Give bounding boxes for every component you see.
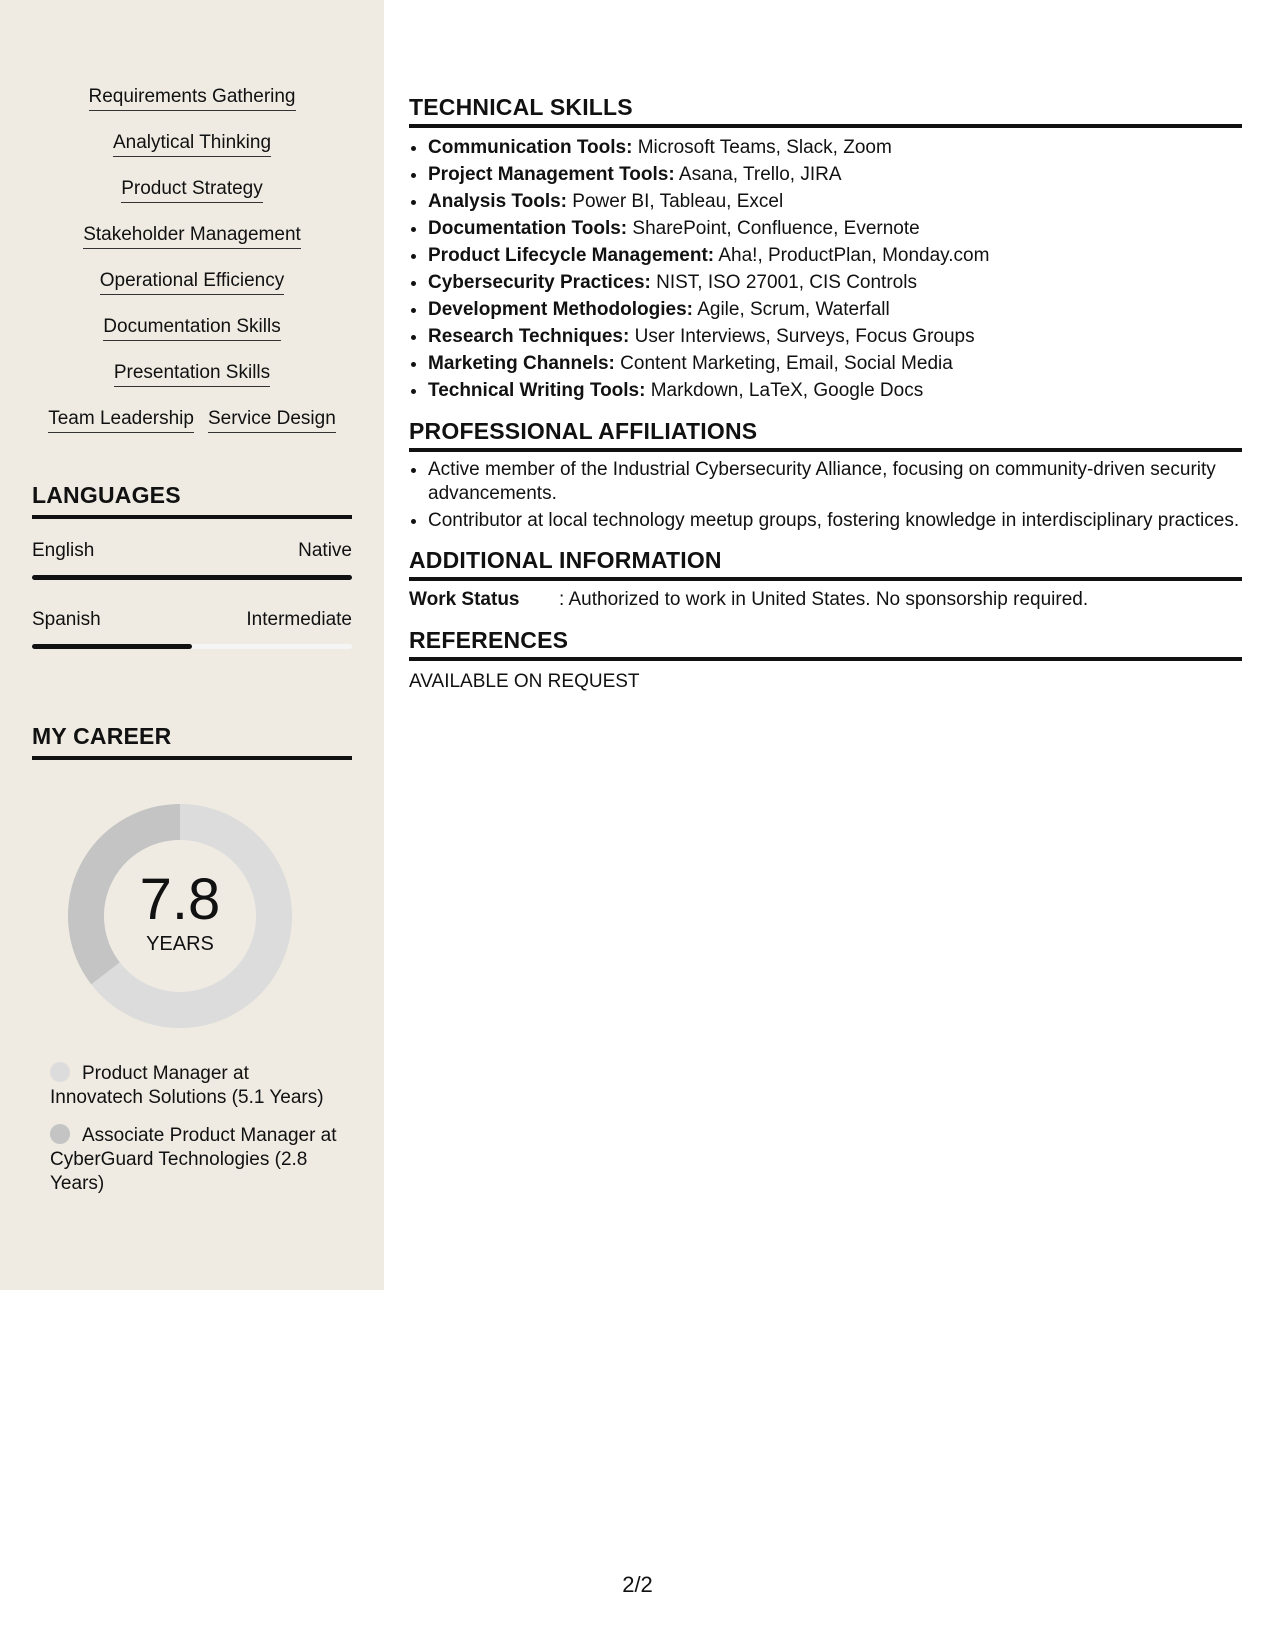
affiliations-heading: PROFESSIONAL AFFILIATIONS bbox=[409, 418, 1242, 452]
technical-skill-item bbox=[428, 134, 1242, 161]
skill-category: Technical Writing Tools: bbox=[428, 380, 646, 401]
skill-tools: Power BI, Tableau, Excel bbox=[567, 191, 784, 212]
main-content bbox=[409, 94, 1242, 695]
work-status-label: Work Status bbox=[409, 589, 520, 610]
career-role-label: Associate Product Manager at CyberGuard Technologies (2.8 Years) bbox=[50, 1125, 337, 1194]
skill-category: Research Techniques: bbox=[428, 326, 630, 347]
skill-tag: Team Leadership bbox=[48, 406, 194, 433]
page-number: 2/2 bbox=[622, 1572, 653, 1597]
career-legend-item bbox=[50, 1062, 340, 1110]
skill-category: Cybersecurity Practices: bbox=[428, 272, 651, 293]
technical-skills-list bbox=[409, 134, 1242, 404]
affiliation-item: • Active member of the Industrial Cybersecurity Alliance, focusing on community-driven security advancements. bbox=[428, 458, 1242, 506]
sidebar bbox=[0, 0, 384, 1290]
skill-category: Communication Tools: bbox=[428, 137, 633, 158]
technical-skills-heading: TECHNICAL SKILLS bbox=[409, 94, 1242, 128]
language-name: English bbox=[32, 540, 95, 561]
technical-skill-item bbox=[428, 188, 1242, 215]
skill-tag: Presentation Skills bbox=[114, 360, 270, 387]
legend-dot-icon bbox=[50, 1124, 70, 1144]
languages-heading: LANGUAGES bbox=[32, 482, 352, 519]
technical-skill-item bbox=[428, 269, 1242, 296]
language-level: Native bbox=[298, 540, 352, 561]
skill-category: Project Management Tools: bbox=[428, 164, 675, 185]
career-legend bbox=[50, 1062, 340, 1210]
technical-skill-item bbox=[428, 350, 1242, 377]
technical-skill-item bbox=[428, 242, 1242, 269]
technical-skill-item bbox=[428, 161, 1242, 188]
work-status-value: : Authorized to work in United States. No sponsorship required. bbox=[559, 589, 1089, 610]
legend-dot-icon bbox=[50, 1062, 70, 1082]
technical-skill-item bbox=[428, 215, 1242, 242]
skill-category: Marketing Channels: bbox=[428, 353, 615, 374]
technical-skill-item bbox=[428, 377, 1242, 404]
skill-tools: Aha!, ProductPlan, Monday.com bbox=[714, 245, 990, 266]
affiliations-list bbox=[409, 458, 1242, 533]
skill-tools: NIST, ISO 27001, CIS Controls bbox=[650, 272, 917, 293]
career-role-label: Product Manager at Innovatech Solutions (5.1 Years) bbox=[50, 1063, 324, 1108]
language-proficiency-bar bbox=[32, 575, 352, 580]
affiliation-item: • Contributor at local technology meetup groups, fostering knowledge in interdisciplinary practices. bbox=[428, 509, 1242, 533]
skill-tools: Asana, Trello, JIRA bbox=[674, 164, 842, 185]
technical-skill-item bbox=[428, 323, 1242, 350]
language-item bbox=[32, 538, 352, 580]
skill-tag: Requirements Gathering bbox=[89, 84, 296, 111]
references-heading: REFERENCES bbox=[409, 627, 1242, 661]
language-level: Intermediate bbox=[246, 609, 352, 630]
skill-tag: Product Strategy bbox=[121, 176, 263, 203]
career-total-value: 7.8 bbox=[139, 867, 221, 932]
language-proficiency-fill bbox=[32, 644, 192, 649]
skills-list bbox=[32, 84, 352, 452]
skill-tag: Documentation Skills bbox=[103, 314, 280, 341]
skill-category: Product Lifecycle Management: bbox=[428, 245, 715, 266]
skill-tag: Stakeholder Management bbox=[83, 222, 301, 249]
skill-tag: Analytical Thinking bbox=[113, 130, 271, 157]
skill-tools: Microsoft Teams, Slack, Zoom bbox=[632, 137, 892, 158]
skill-category: Development Methodologies: bbox=[428, 299, 693, 320]
skill-tools: User Interviews, Surveys, Focus Groups bbox=[629, 326, 975, 347]
skill-category: Documentation Tools: bbox=[428, 218, 628, 239]
skill-tools: Markdown, LaTeX, Google Docs bbox=[645, 380, 924, 401]
skill-category: Analysis Tools: bbox=[428, 191, 568, 212]
language-item bbox=[32, 607, 352, 649]
references-text: AVAILABLE ON REQUEST bbox=[409, 671, 640, 692]
language-name: Spanish bbox=[32, 609, 101, 630]
language-proficiency-bar bbox=[32, 644, 352, 649]
language-proficiency-fill bbox=[32, 575, 352, 580]
skill-tools: Agile, Scrum, Waterfall bbox=[692, 299, 890, 320]
work-status-row bbox=[409, 587, 1242, 613]
career-heading: MY CAREER bbox=[32, 723, 352, 760]
career-legend-item bbox=[50, 1124, 340, 1196]
skill-tag: Service Design bbox=[208, 406, 336, 433]
career-total-unit: YEARS bbox=[146, 933, 214, 955]
skill-tag: Operational Efficiency bbox=[100, 268, 284, 295]
technical-skill-item bbox=[428, 296, 1242, 323]
additional-info-heading: ADDITIONAL INFORMATION bbox=[409, 547, 1242, 581]
skill-tools: Content Marketing, Email, Social Media bbox=[614, 353, 953, 374]
skill-tools: SharePoint, Confluence, Evernote bbox=[627, 218, 920, 239]
career-total bbox=[66, 868, 294, 956]
